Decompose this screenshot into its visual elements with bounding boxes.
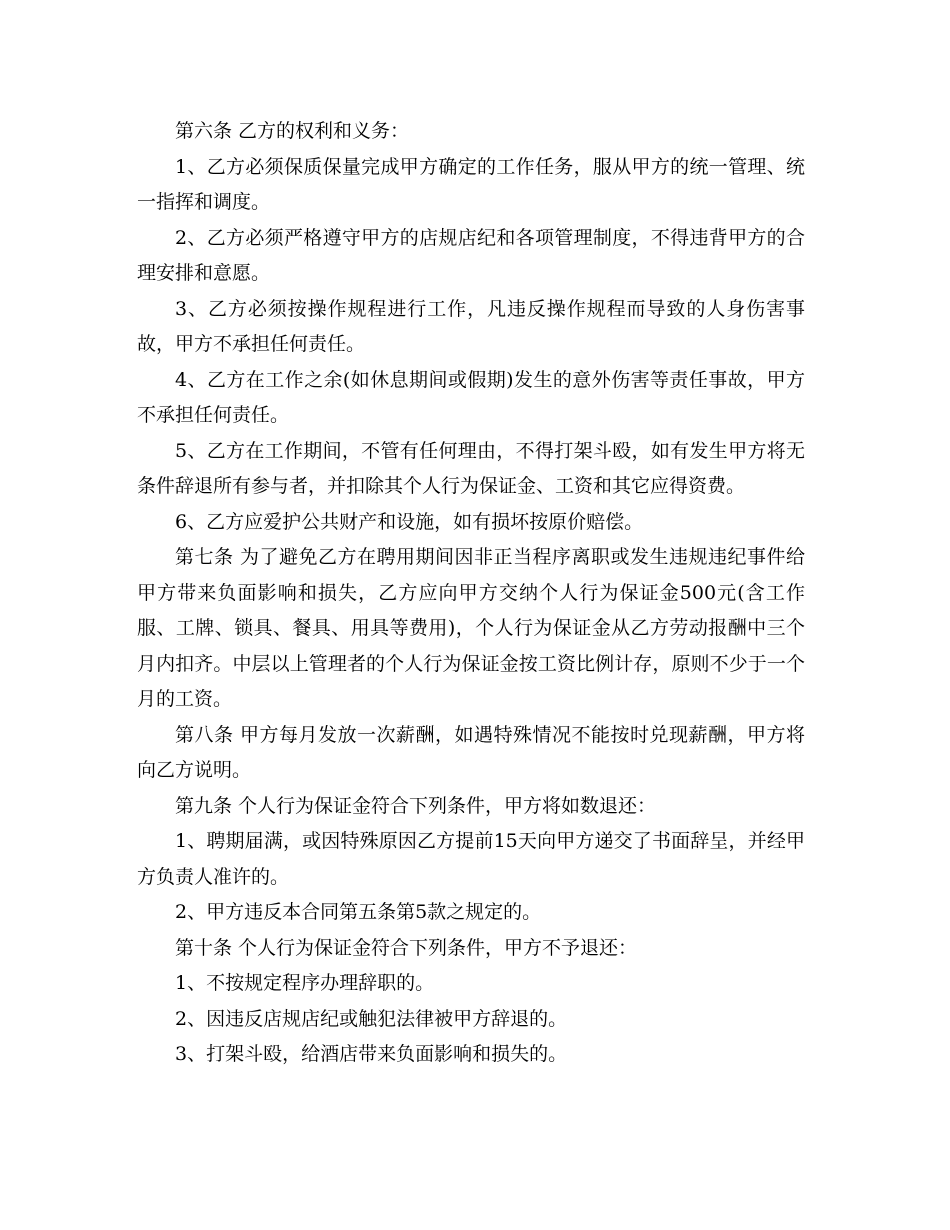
article-6-clause-1: 1、乙方必须保质保量完成甲方确定的工作任务，服从甲方的统一管理、统一指挥和调度。: [137, 155, 805, 213]
article-7: 第七条 为了避免乙方在聘用期间因非正当程序离职或发生违规违纪事件给甲方带来负面影响和损失，乙方应向甲方交纳个人行为保证金500元(含工作服、工牌、锁具、餐具、用具等费用)，个人行为保证金从乙方劳动报酬中三个月内扣齐。中层以上管理者的个人行为保证金按工资比例计存，原则不少于一个月的工资。: [137, 546, 805, 710]
article-10-clause-1: 1、不按规定程序办理辞职的。: [175, 972, 435, 994]
document-body: [137, 114, 805, 1073]
article-8: 第八条 甲方每月发放一次薪酬，如遇特殊情况不能按时兑现薪酬，甲方将向乙方说明。: [137, 723, 805, 781]
article-6-clause-2: 2、乙方必须严格遵守甲方的店规店纪和各项管理制度，不得违背甲方的合理安排和意愿。: [137, 226, 805, 284]
article-9-clause-2: 2、甲方违反本合同第五条第5款之规定的。: [175, 901, 542, 923]
article-9-heading: 第九条 个人行为保证金符合下列条件，甲方将如数退还：: [175, 794, 657, 817]
article-10-clause-2: 2、因违反店规店纪或触犯法律被甲方辞退的。: [175, 1007, 568, 1030]
article-10-heading: 第十条 个人行为保证金符合下列条件，甲方不予退还：: [175, 936, 638, 959]
article-6-clause-6: 6、乙方应爱护公共财产和设施，如有损坏按原价赔偿。: [175, 510, 644, 533]
article-6-clause-4: 4、乙方在工作之余(如休息期间或假期)发生的意外伤害等责任事故，甲方不承担任何责任。: [137, 368, 805, 426]
article-6-clause-3: 3、乙方必须按操作规程进行工作，凡违反操作规程而导致的人身伤害事故，甲方不承担任何责任。: [137, 297, 805, 355]
article-6-clause-5: 5、乙方在工作期间，不管有任何理由，不得打架斗殴，如有发生甲方将无条件辞退所有参与者，并扣除其个人行为保证金、工资和其它应得资费。: [137, 439, 805, 497]
article-9-clause-1: 1、聘期届满，或因特殊原因乙方提前15天向甲方递交了书面辞呈，并经甲方负责人准许的。: [137, 830, 805, 888]
article-10-clause-3: 3、打架斗殴，给酒店带来负面影响和损失的。: [175, 1043, 568, 1065]
article-6-heading: 第六条 乙方的权利和义务：: [175, 120, 410, 142]
